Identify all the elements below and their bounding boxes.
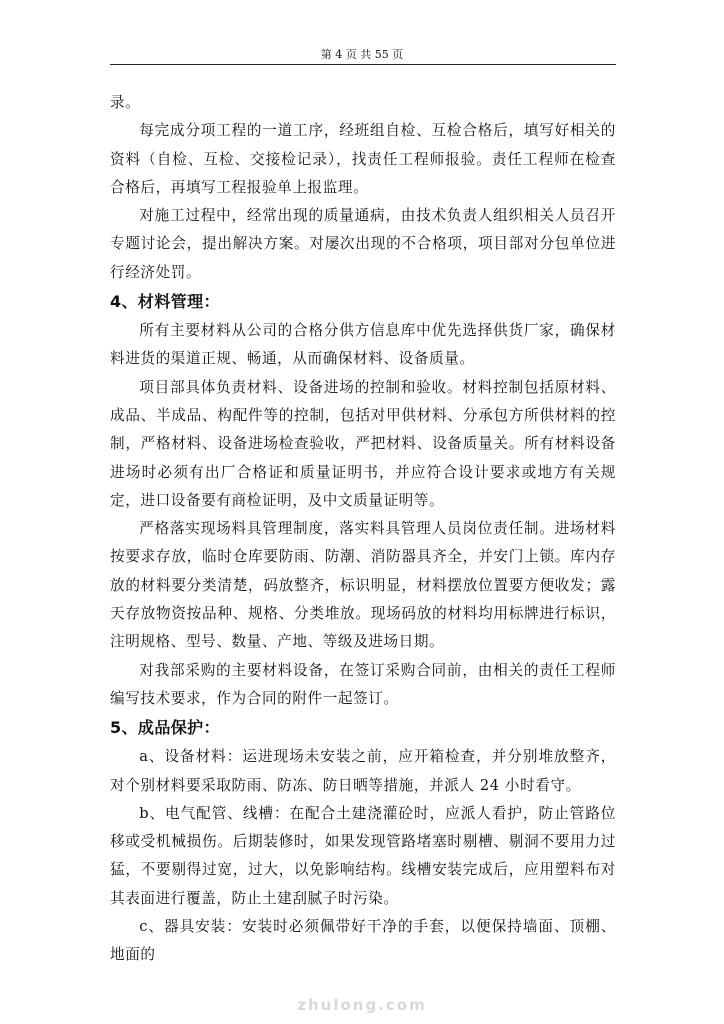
paragraph-material-control: 项目部具体负责材料、设备进场的控制和验收。材料控制包括原材料、成品、半成品、构配件等的控制，包括对甲供材料、分承包方所供材料的控制，严格材料、设备进场检查验收，严把材料、设备质量关。所有材料设备进场时必须有出厂合格证和质量证明书，并应符合设计要求或地方有关规定，进口设备要有商检证明，及中文质量证明等。 <box>110 378 616 509</box>
paragraph-supplier-selection: 所有主要材料从公司的合格分供方信息库中优先选择供货厂家，确保材料进货的渠道正规、畅通，从而确保材料、设备质量。 <box>110 322 616 368</box>
section-heading-materials: 4、材料管理： <box>110 292 220 312</box>
paragraph-fixture-installation: c、器具安装：安装时必须佩带好干净的手套，以便保持墙面、顶棚、地面的 <box>110 918 616 964</box>
page-number: 第 4 页 共 55 页 <box>320 48 404 61</box>
paragraph-site-storage: 严格落实现场料具管理制度，落实料具管理人员岗位责任制。进场材料按要求存放，临时仓库要防雨、防潮、消防器具齐全，并安门上锁。库内存放的材料要分类清楚，码放整齐，标识明显，材料摆放位置要方便收发；露天存放物资按品种、规格、分类堆放。现场码放的材料均用标牌进行标识，注明规格、型号、数量、产地、等级及进场日期。 <box>110 520 616 651</box>
page-header <box>0 0 724 66</box>
paragraph-equipment-materials: a、设备材料：运进现场未安装之前，应开箱检查，并分别堆放整齐，对个别材料要采取防雨、防冻、防日晒等措施，并派人 24 小时看守。 <box>110 748 616 794</box>
document-body <box>110 89 616 970</box>
section-heading-product-protection: 5、成品保护： <box>110 718 220 738</box>
paragraph-inspection-process: 每完成分项工程的一道工序，经班组自检、互检合格后，填写好相关的资料（自检、互检、交接检记录），找责任工程师报验。责任工程师在检查合格后，再填写工程报验单上报监理。 <box>110 122 616 196</box>
watermark-logo: zhulong.com <box>297 996 427 1014</box>
paragraph-quality-issues: 对施工过程中，经常出现的质量通病，由技术负责人组织相关人员召开专题讨论会，提出解决方案。对屡次出现的不合格项，项目部对分包单位进行经济处罚。 <box>110 207 616 281</box>
paragraph-conduit-trunking: b、电气配管、线槽：在配合土建浇灌砼时，应派人看护，防止管路位移或受机械损伤。后期装修时，如果发现管路堵塞时剔槽、剔洞不要用力过猛，不要剔得过宽，过大，以免影响结构。线槽安装完成后，应用塑料布对其表面进行覆盖，防止土建刮腻子时污染。 <box>110 804 616 907</box>
header-rule <box>110 64 616 65</box>
paragraph-continuation: 录。 <box>110 94 141 111</box>
paragraph-procurement: 对我部采购的主要材料设备，在签订采购合同前，由相关的责任工程师编写技术要求，作为合同的附件一起签订。 <box>110 661 616 707</box>
